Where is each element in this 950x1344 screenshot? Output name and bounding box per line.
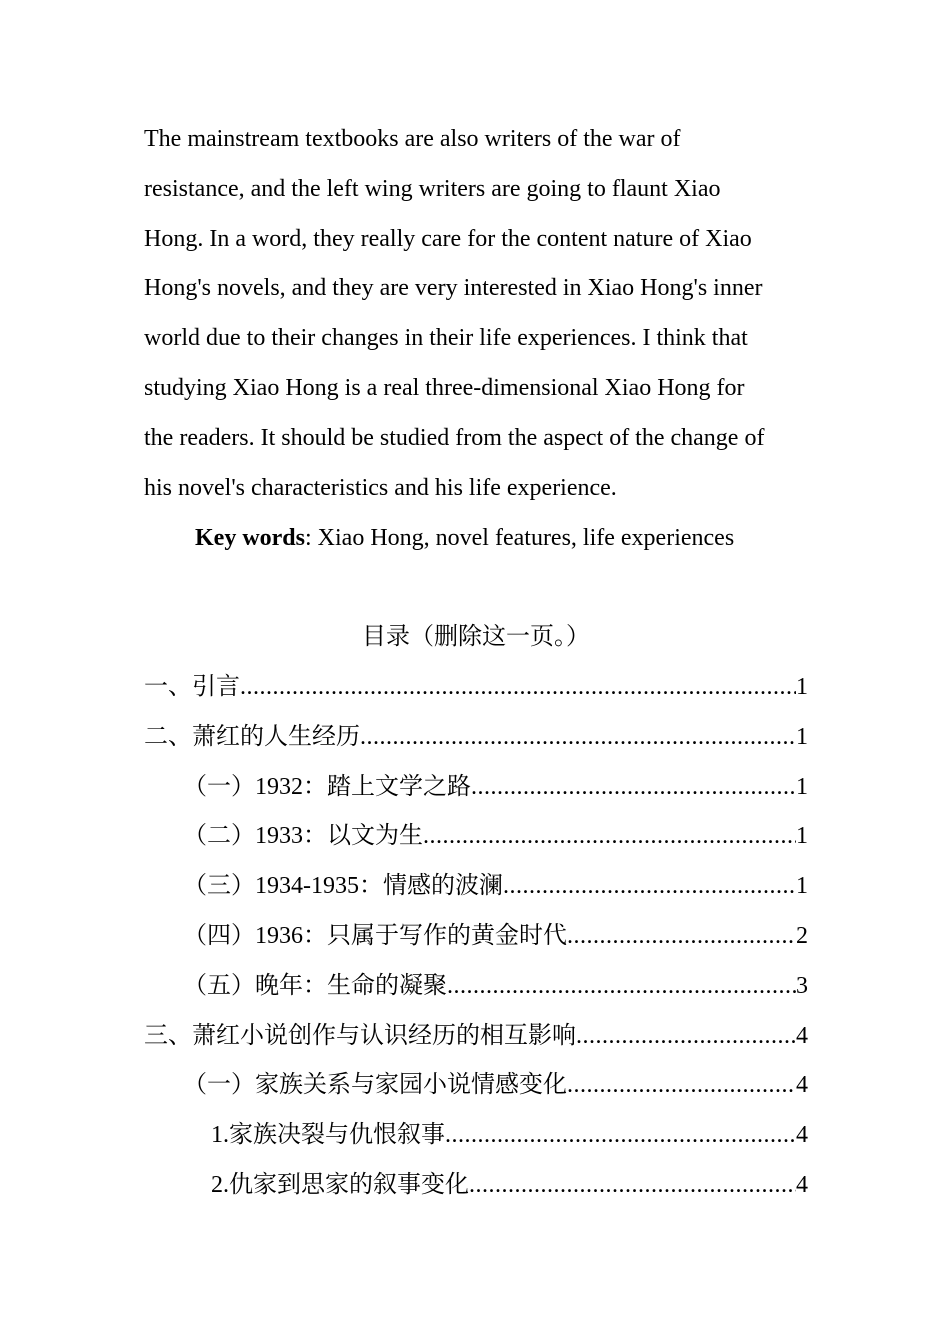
toc-entry-text: （一）家族关系与家园小说情感变化: [183, 1072, 567, 1099]
toc-dot-leader: [447, 962, 796, 1012]
toc-page-number: 1: [796, 773, 808, 800]
abstract-line: studying Xiao Hong is a real three-dimensional Xiao Hong for: [144, 374, 745, 401]
toc-entry-text: 一、引言: [144, 674, 240, 700]
toc-entry[interactable]: [144, 812, 808, 862]
abstract-line: world due to their changes in their life experiences. I think that: [144, 325, 748, 352]
toc-dot-leader: [469, 1161, 796, 1211]
toc-entry[interactable]: [144, 1111, 808, 1161]
keywords-text: : Xiao Hong, novel features, life experiences: [305, 525, 735, 551]
toc-dot-leader: [240, 663, 796, 713]
toc-dot-leader: [445, 1111, 796, 1161]
toc-entry[interactable]: [144, 912, 808, 962]
toc-entry-text: （三）1934-1935：情感的波澜: [183, 873, 503, 900]
toc-dot-leader: [471, 763, 796, 813]
toc-entry-text: （五）晚年：生命的凝聚: [183, 972, 447, 999]
toc-entry[interactable]: [144, 862, 808, 912]
toc-entry[interactable]: [144, 962, 808, 1012]
abstract-line: The mainstream textbooks are also writers of the war of: [144, 126, 681, 152]
toc-title: 目录（删除这一页。）: [362, 624, 590, 650]
toc-dot-leader: [567, 1061, 796, 1111]
abstract-paragraph: [144, 115, 808, 513]
toc-dot-leader: [423, 812, 796, 862]
toc-page-number: 4: [796, 1122, 808, 1149]
toc-page-number: 4: [796, 1022, 808, 1049]
abstract-line: Hong's novels, and they are very interested in Xiao Hong's inner: [144, 275, 763, 302]
toc-entry-text: 2.仇家到思家的叙事变化: [211, 1171, 469, 1198]
toc-entry[interactable]: [144, 713, 808, 763]
toc-entry[interactable]: [144, 663, 808, 713]
toc-page-number: 3: [796, 972, 808, 999]
toc-page-number: 1: [796, 674, 808, 700]
abstract-line: the readers. It should be studied from the aspect of the change of: [144, 424, 765, 451]
toc-entry-text: 1.家族决裂与仇恨叙事: [211, 1122, 445, 1149]
keywords-label: Key words: [195, 525, 305, 551]
abstract-line: Hong. In a word, they really care for the content nature of Xiao: [144, 225, 752, 252]
toc-dot-leader: [567, 912, 796, 962]
toc-entry-text: 二、萧红的人生经历: [144, 723, 360, 750]
toc-entry-text: （一）1932：踏上文学之路: [183, 773, 471, 800]
keywords-line: [195, 514, 734, 564]
toc-dot-leader: [360, 713, 796, 763]
toc-dot-leader: [576, 1012, 796, 1062]
abstract-line: resistance, and the left wing writers are going to flaunt Xiao: [144, 175, 721, 202]
toc-entry[interactable]: [144, 1012, 808, 1062]
toc-entry-text: 三、萧红小说创作与认识经历的相互影响: [144, 1022, 576, 1049]
toc-entry[interactable]: [144, 1061, 808, 1111]
toc-entry-text: （二）1933：以文为生: [183, 823, 423, 850]
toc-page-number: 1: [796, 873, 808, 900]
toc-page-number: 2: [796, 922, 808, 949]
toc-page-number: 4: [796, 1171, 808, 1198]
toc-dot-leader: [503, 862, 796, 912]
toc-entry[interactable]: [144, 1161, 808, 1211]
toc-entry-text: （四）1936：只属于写作的黄金时代: [183, 922, 567, 949]
toc-page-number: 4: [796, 1072, 808, 1099]
toc-page-number: 1: [796, 723, 808, 750]
table-of-contents: [144, 663, 808, 1211]
abstract-line: his novel's characteristics and his life experience.: [144, 474, 617, 501]
toc-entry[interactable]: [144, 763, 808, 813]
toc-page-number: 1: [796, 823, 808, 850]
